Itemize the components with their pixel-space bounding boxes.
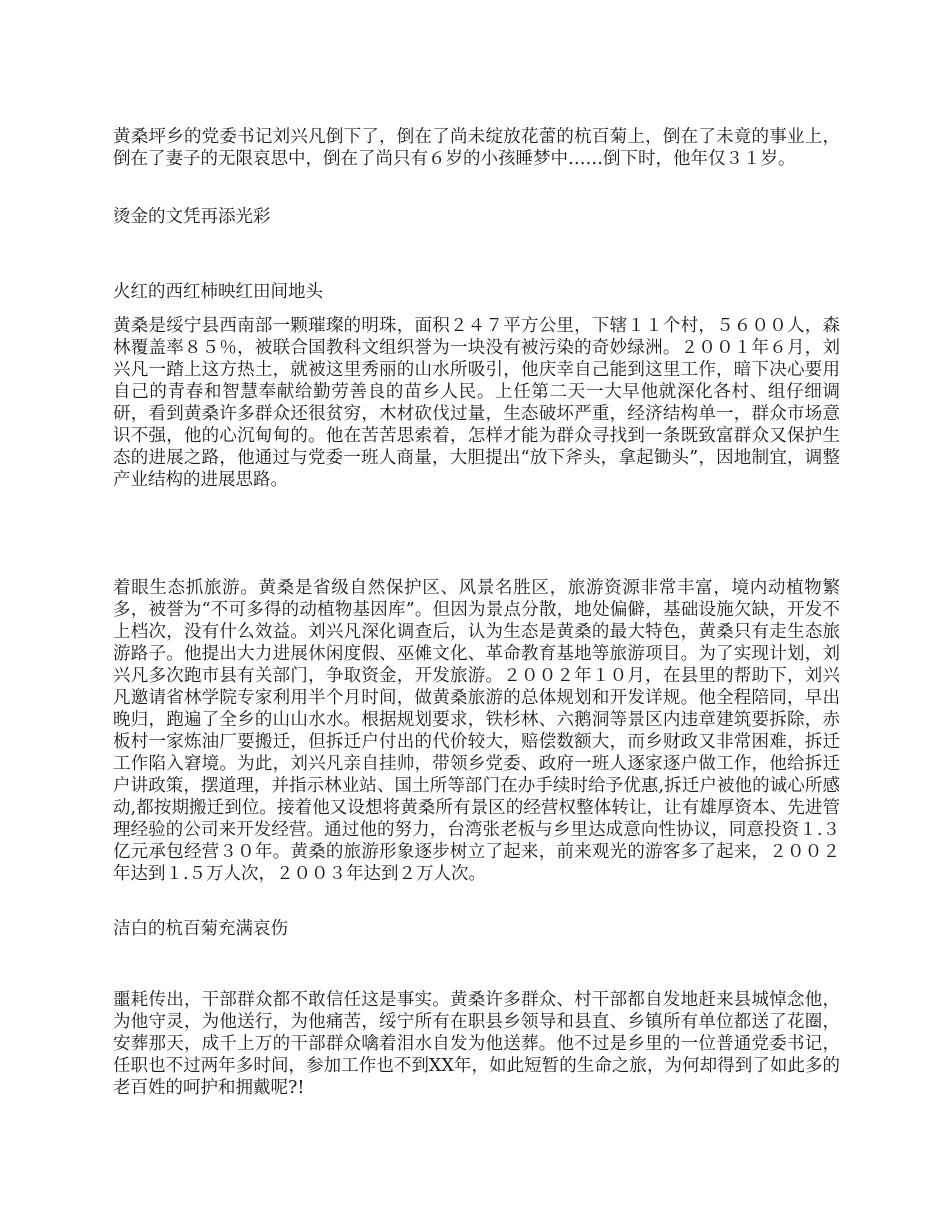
section-heading-diploma: 烫金的文凭再添光彩 [113, 207, 271, 227]
paragraph-intro: 黄桑坪乡的党委书记刘兴凡倒下了，倒在了尚未绽放花蕾的杭百菊上，倒在了未竟的事业上，倒在了妻子的无限哀思中，倒在了尚只有６岁的小孩睡梦中……倒下时，他年仅３１岁。 [113, 127, 840, 169]
section-heading-chrysanthemum: 洁白的杭百菊充满哀伤 [113, 919, 288, 939]
section-heading-tomatoes: 火红的西红柿映红田间地头 [113, 282, 323, 302]
paragraph-huangsang-development: 黄桑是绥宁县西南部一颗璀璨的明珠，面积２４７平方公里，下辖１１个村，５６００人，森林覆盖率８５％，被联合国教科文组织誉为一块没有被污染的奇妙绿洲。２００１年６月，刘兴凡一踏上这方热土，就被这里秀丽的山水所吸引，他庆幸自己能到这里工作，暗下决心要用自己的青春和智慧奉献给勤劳善良的苗乡人民。上任第二天一大早他就深化各村、组仔细调研，看到黄桑许多群众还很贫穷，木材砍伐过量，生态破坏严重，经济结构单一，群众市场意识不强，他的心沉甸甸的。他在苦苦思索着，怎样才能为群众寻找到一条既致富群众又保护生态的进展之路，他通过与党委一班人商量，大胆提出“放下斧头，拿起锄头”，因地制宜，调整产业结构的进展思路。 [113, 316, 840, 490]
document-page [113, 0, 840, 1230]
paragraph-mourning: 噩耗传出，干部群众都不敢信任这是事实。黄桑许多群众、村干部都自发地赶来县城悼念他，为他守灵，为他送行，为他痛苦，绥宁所有在职县乡领导和县直、乡镇所有单位都送了花圈，安葬那天，成千上万的干部群众噙着泪水自发为他送葬。他不过是乡里的一位普通党委书记，任职也不过两年多时间，参加工作也不到XX年，如此短暂的生命之旅，为何却得到了如此多的老百姓的呵护和拥戴呢?! [113, 990, 840, 1098]
paragraph-ecotourism: 着眼生态抓旅游。黄桑是省级自然保护区、风景名胜区，旅游资源非常丰富，境内动植物繁多，被誉为“不可多得的动植物基因库”。但因为景点分散，地处偏僻，基础设施欠缺，开发不上档次，没有什么效益。刘兴凡深化调查后，认为生态是黄桑的最大特色，黄桑只有走生态旅游路子。他提出大力进展休闲度假、巫傩文化、革命教育基地等旅游项目。为了实现计划，刘兴凡多次跑市县有关部门，争取资金，开发旅游。２００２年１０月，在县里的帮助下，刘兴凡邀请省林学院专家利用半个月时间，做黄桑旅游的总体规划和开发详规。他全程陪同，早出晚归，跑遍了全乡的山山水水。根据规划要求，铁杉林、六鹅洞等景区内违章建筑要拆除，赤板村一家炼油厂要搬迁，但拆迁户付出的代价较大，赔偿数额大，而乡财政又非常困难，拆迁工作陷入窘境。为此，刘兴凡亲自挂帅，带领乡党委、政府一班人逐家逐户做工作，他给拆迁户讲政策，摆道理，并指示林业站、国土所等部门在办手续时给予优惠,拆迁户被他的诚心所感动,都按期搬迁到位。接着他又设想将黄桑所有景区的经营权整体转让，让有雄厚资本、先进管理经验的公司来开发经营。通过他的努力，台湾张老板与乡里达成意向性协议，同意投资１.３亿元承包经营３０年。黄桑的旅游形象逐步树立了起来，前来观光的游客多了起来，２００２年达到１.５万人次，２００３年达到２万人次。 [113, 578, 840, 884]
